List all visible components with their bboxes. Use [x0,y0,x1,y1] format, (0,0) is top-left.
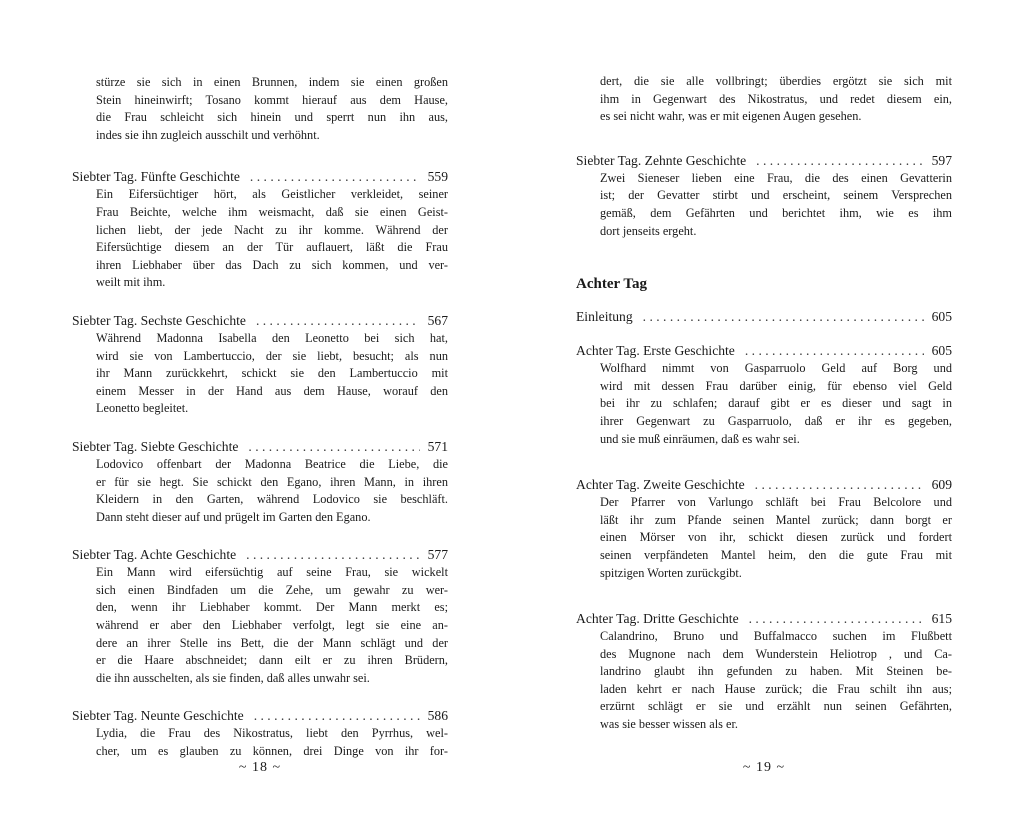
right-page-body [576,73,952,754]
text-line: ihm in Gegenwart des Nikostratus, und redet diesem ein, [600,91,952,106]
toc-entry-title: Achter Tag. Zweite Geschichte [576,477,745,493]
leader-dots [745,342,924,360]
toc-entry-title: Siebter Tag. Sechste Geschichte [72,312,246,328]
text-line: laden kehrt er nach Hause zurück; die Frau schilt ihn aus; [600,681,952,696]
toc-entry [72,168,448,292]
toc-page-number: 559 [427,169,448,185]
toc-entry-heading[interactable] [576,152,952,170]
leader-dots [256,312,420,330]
toc-page-number: 597 [931,152,952,168]
page-number: ~ 18 ~ [238,760,282,775]
toc-entry [72,707,448,760]
leader-dots [643,308,924,326]
toc-entry-title: Siebter Tag. Achte Geschichte [72,547,237,563]
text-line: stürze sie sich in einen Brunnen, indem sie einen großen [96,75,448,89]
text-line: Lodovico offenbart der Madonna Beatrice die Liebe, die [96,456,448,471]
text-line: läßt ihr zum Pfande seinen Mantel zurück; dann borgt er [600,512,952,527]
text-line: er für sie hegt. Sie schickt den Egano, ihren Mann, in ihren [96,474,448,489]
leader-dots [254,707,420,725]
toc-entry [72,438,448,526]
leader-dots [756,152,923,170]
toc-entry [576,342,952,448]
text-line: weilt mit ihm. [96,275,166,290]
text-line: ihren Liebhaber über das Dach zu sich kommen, und ver- [96,257,448,272]
text-line: Kleidern in den Garten, während Lodovico sie beschläft. [96,492,448,507]
toc-page-number: 605 [931,343,952,359]
leader-dots [246,546,419,564]
continuation-text [72,74,448,144]
toc-entry [576,152,952,240]
text-line: sich einen Bindfaden um die Zehe, um gewahr zu wer- [96,582,448,597]
text-line: des Mugnone nach dem Wunderstein Heliotrop , und Ca- [600,646,952,661]
toc-entry-title: Siebter Tag. Siebte Geschichte [72,438,239,454]
text-line: wird sie von Lambertuccio, der sie liebt, besucht; als nun [96,348,448,363]
text-line: Der Pfarrer von Varlungo schläft bei Frau Belcolore und [600,495,952,510]
toc-page-number: 609 [931,477,952,493]
toc-entry [576,476,952,582]
leader-dots [749,610,924,628]
toc-page-number: 586 [427,708,448,724]
text-line: den, wenn ihr Liebhaber kommt. Der Mann merkt es; [96,600,448,615]
toc-entry-intro [576,308,952,326]
text-line: es sei nicht wahr, was er mit eigenen Augen gesehen. [600,109,862,124]
page-number: ~ 19 ~ [742,760,786,775]
text-line: Leonetto begleitet. [96,401,189,416]
toc-entry [72,312,448,418]
text-line: lichen liebt, der jede Nacht zu ihr komme. Während der [96,222,448,237]
text-line: Stein hineinwirft; Tosano kommt hierauf aus dem Hause, [96,92,448,107]
leader-dots [250,168,420,186]
text-line: während er aber den Liebhaber verfolgt, legt sie eine an- [96,618,448,633]
toc-page-number: 605 [931,309,952,325]
toc-page-number: 567 [427,312,448,328]
text-line: Ein Mann wird eifersüchtig auf seine Frau, sie wickelt [96,565,448,580]
text-line: Ein Eifersüchtiger hört, als Geistlicher verkleidet, seiner [96,187,448,202]
toc-entry-title: Siebter Tag. Neunte Geschichte [72,708,244,724]
text-line: ihrer Gegenwart zu Gasparruolo, daß er ihr es gegeben, [600,413,952,428]
text-line: bei ihr zu schlafen; darauf gibt er es dieser und sagt in [600,396,952,411]
text-line: Lydia, die Frau des Nikostratus, liebt den Pyrrhus, wel- [96,726,448,741]
toc-entry-title: Achter Tag. Dritte Geschichte [576,611,739,627]
toc-entry-heading[interactable] [576,308,952,326]
text-line: ihr Mann zurückkehrt, schickt sie den Lambertuccio mit [96,366,448,381]
toc-entry-heading[interactable] [576,476,952,494]
right-page [576,0,952,828]
text-line: Frau Beichte, welche ihm weismacht, daß sie einen Geist- [96,204,448,219]
toc-entry-title: Siebter Tag. Fünfte Geschichte [72,169,240,185]
text-line: landrino glaubt ihn gefunden zu haben. Mit Steinen be- [600,664,952,679]
text-line: er die Haare abschneidet; dann eilt er zu ihren Brüdern, [96,653,448,668]
toc-entry-heading[interactable] [576,342,952,360]
text-line: ist; der Gevatter stirbt und erscheint, seinem Versprechen [600,188,952,203]
toc-entry [576,610,952,734]
text-line: indes sie ihn zugleich ausschilt und verhöhnt. [96,127,320,142]
text-line: Zwei Sieneser lieben eine Frau, die des einen Gevatterin [600,170,952,185]
toc-page-number: 571 [427,438,448,454]
text-line: die Frau schleicht sich hinein und sperrt nun ihn aus, [96,110,448,125]
text-line: wird mit dessen Frau darüber einig, für ebenso viel Geld [600,378,952,393]
text-line: Wolfhard nimmt von Gasparruolo Geld auf Borg und [600,361,952,376]
text-line: was sie besser wissen als er. [600,717,738,732]
toc-entry-heading[interactable] [72,707,448,725]
toc-entry-heading[interactable] [72,438,448,456]
text-line: und sie muß einräumen, daß es wahr sei. [600,431,800,446]
text-line: einem Messer in der Hand aus dem Hause, worauf den [96,383,448,398]
text-line: seinen verpfändeten Mantel heim, den die gute Frau mit [600,547,952,562]
text-line: dert, die sie alle vollbringt; überdies ergötzt sie sich mit [600,74,952,88]
leader-dots [248,438,419,456]
left-page [72,0,448,828]
toc-entry-heading[interactable] [72,546,448,564]
text-line: dort jenseits ergeht. [600,223,697,238]
text-line: spitzigen Worten zurückgibt. [600,565,742,580]
toc-entry-heading[interactable] [72,168,448,186]
text-line: Während Madonna Isabella den Leonetto bei sich hat, [96,330,448,345]
text-line: Dann steht dieser auf und prügelt im Garten den Egano. [96,509,371,524]
toc-entry-title: Achter Tag. Erste Geschichte [576,343,735,359]
toc-entry [72,546,448,687]
text-line: cher, um es glauben zu können, drei Dinge von ihr for- [96,744,448,759]
toc-entry-title: Einleitung [576,309,633,325]
text-line: erzürnt schlägt er sie und erzählt nun seinen Gefährten, [600,699,952,714]
toc-page-number: 577 [427,547,448,563]
text-line: dere an ihrer Stelle ins Bett, die der Mann schlägt und der [96,635,448,650]
text-line: Eifersüchtige diesem an der Tür auflauert, läßt die Frau [96,240,448,255]
toc-entry-title: Siebter Tag. Zehnte Geschichte [576,152,747,168]
toc-entry-heading[interactable] [576,610,952,628]
toc-page-number: 615 [931,611,952,627]
leader-dots [755,476,924,494]
left-page-body [72,74,448,781]
text-line: einen Mörser von ihr, schickt diesen zurück und fordert [600,530,952,545]
continuation-text [576,73,952,126]
section-heading: Achter Tag [576,276,647,293]
text-line: Calandrino, Bruno und Buffalmacco suchen im Flußbett [600,629,952,644]
toc-entry-heading[interactable] [72,312,448,330]
text-line: gemäß, dem Gefährten und berichtet ihm, wie es ihm [600,205,952,220]
text-line: die ihn ausschelten, als sie finden, daß alles unwahr sei. [96,670,370,685]
